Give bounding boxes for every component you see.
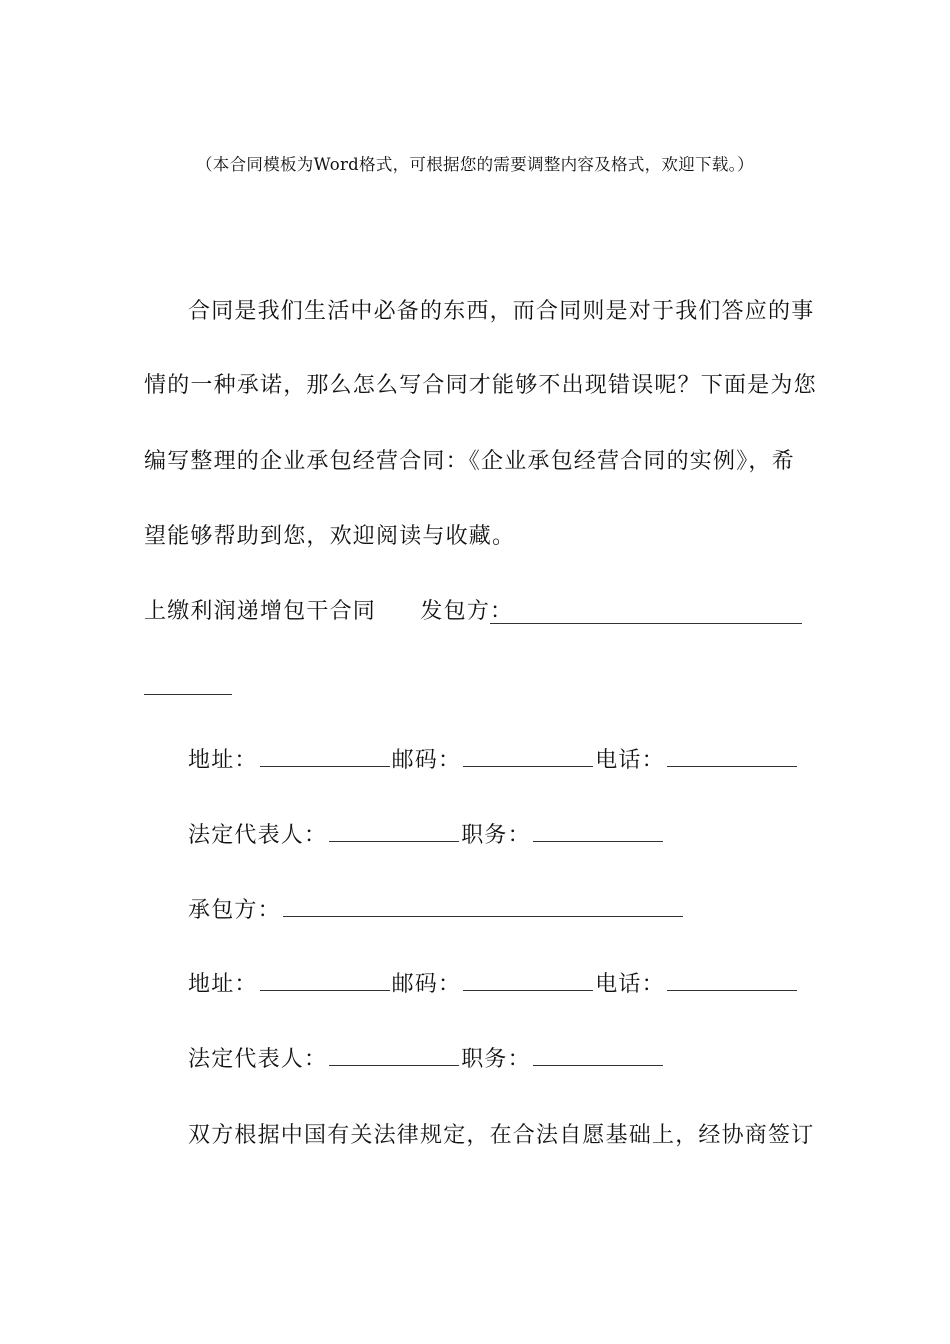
party-b-name-blank[interactable] (283, 896, 683, 917)
intro-line-3: 编写整理的企业承包经营合同：《企业承包经营合同的实例》，希 (144, 449, 795, 474)
rep-label: 法定代表人： (188, 823, 328, 848)
party-b-contact-line (188, 970, 799, 1000)
phone-label: 电话： (595, 748, 665, 773)
address-label: 地址： (188, 748, 258, 773)
template-note: （本合同模板为Word格式，可根据您的需要调整内容及格式，欢迎下载。） (196, 155, 754, 174)
party-a-rep-line (188, 821, 665, 851)
intro-line-4: 望能够帮助到您，欢迎阅读与收藏。 (144, 524, 516, 549)
position-blank[interactable] (533, 821, 663, 842)
postcode-blank[interactable] (463, 970, 593, 991)
position-label: 职务： (461, 823, 531, 848)
rep-label: 法定代表人： (188, 1047, 328, 1072)
address-label: 地址： (188, 972, 258, 997)
phone-blank[interactable] (667, 970, 797, 991)
rep-blank[interactable] (329, 1045, 459, 1066)
party-b-line (188, 896, 685, 926)
contract-title: 上缴利润递增包干合同 (144, 599, 377, 624)
party-a-name-blank-cont[interactable] (144, 694, 232, 695)
position-label: 职务： (461, 1047, 531, 1072)
address-blank[interactable] (260, 970, 390, 991)
contract-title-line (144, 597, 513, 627)
closing-line: 双方根据中国有关法律规定，在合法自愿基础上，经协商签订 (188, 1123, 815, 1148)
party-a-contact-line (188, 746, 799, 776)
rep-blank[interactable] (329, 821, 459, 842)
position-blank[interactable] (533, 1045, 663, 1066)
party-b-label: 承包方： (188, 898, 281, 923)
party-a-label: 发包方： (420, 599, 514, 624)
phone-label: 电话： (595, 972, 665, 997)
party-a-name-blank[interactable] (490, 623, 802, 624)
postcode-label: 邮码： (391, 972, 462, 997)
intro-line-1: 合同是我们生活中必备的东西，而合同则是对于我们答应的事 (188, 299, 815, 324)
phone-blank[interactable] (667, 746, 797, 767)
postcode-blank[interactable] (463, 746, 593, 767)
intro-line-2: 情的一种承诺，那么怎么写合同才能够不出现错误呢？下面是为您 (144, 373, 817, 398)
postcode-label: 邮码： (391, 748, 462, 773)
address-blank[interactable] (260, 746, 390, 767)
party-b-rep-line (188, 1045, 665, 1075)
